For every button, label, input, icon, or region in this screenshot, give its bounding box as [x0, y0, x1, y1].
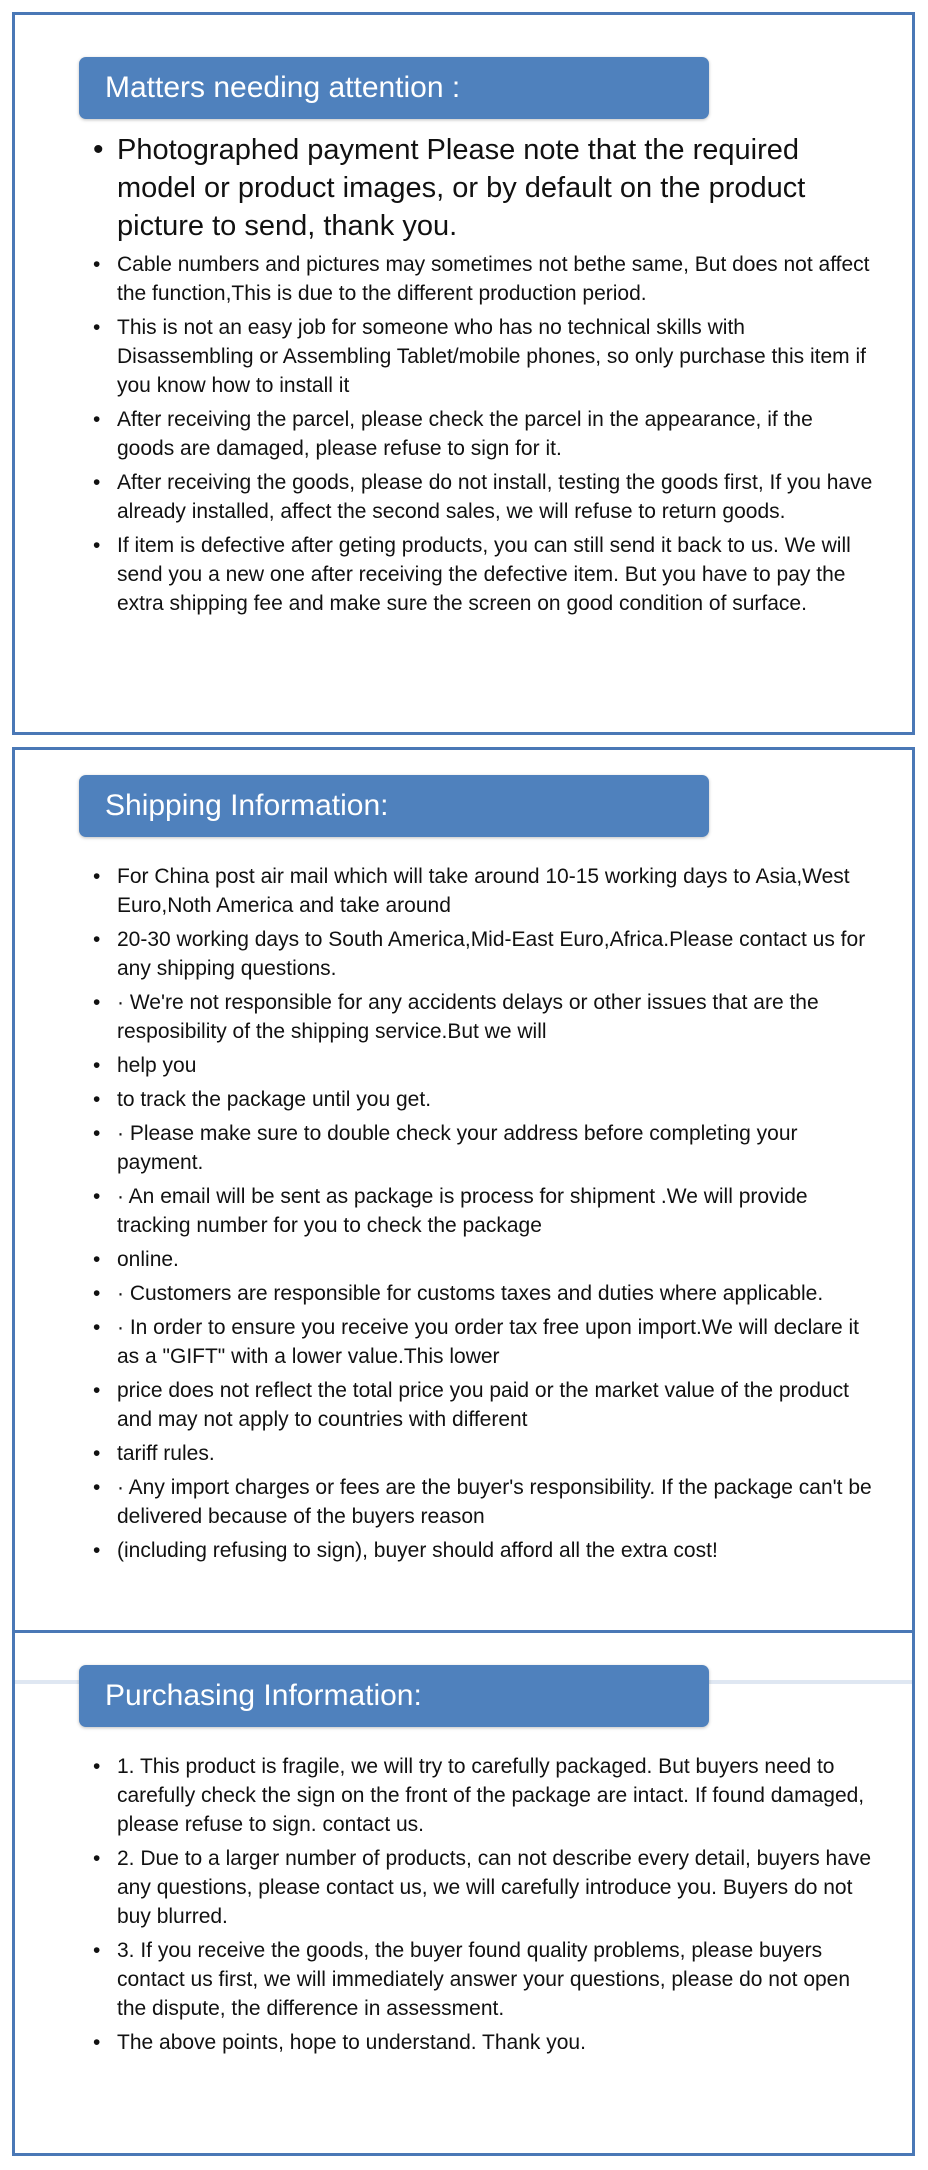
list-item	[93, 250, 873, 308]
bullet-icon: •	[93, 991, 101, 1014]
list-item-text: 20-30 working days to South America,Mid-East Euro,Africa.Please contact us for any shipping questions.	[117, 928, 866, 980]
list-item-text: After receiving the parcel, please check the parcel in the appearance, if the goods are damaged, please refuse to sign for it.	[117, 408, 813, 460]
bullet-icon: •	[93, 1939, 101, 1962]
bullet-icon: •	[93, 1122, 101, 1145]
list-item-text: This is not an easy job for someone who has no technical skills with Disassembling or Assembling Tablet/mobile phones, so only purchase this item if you know how to install it	[117, 316, 866, 397]
bullet-icon: •	[93, 133, 104, 166]
list-item	[93, 1936, 873, 2023]
list-item-text: · An email will be sent as package is process for shipment .We will provide tracking number for you to check the package	[117, 1185, 808, 1237]
list-item-text: tariff rules.	[117, 1442, 215, 1465]
attention-list	[93, 250, 873, 623]
purchasing-list	[93, 1752, 873, 2062]
list-item	[93, 925, 873, 983]
list-item-text: · We're not responsible for any accidents delays or other issues that are the resposibility of the shipping service.But we will	[117, 991, 819, 1043]
shipping-list	[93, 862, 873, 1570]
list-item	[93, 313, 873, 400]
attention-panel	[12, 12, 915, 735]
list-item-text: The above points, hope to understand. Thank you.	[117, 2031, 586, 2054]
list-item-text: After receiving the goods, please do not install, testing the goods first, If you have already installed, affect the second sales, we will refuse to return goods.	[117, 471, 873, 523]
bullet-icon: •	[93, 865, 101, 888]
list-item	[93, 1279, 873, 1308]
bullet-icon: •	[93, 1539, 101, 1562]
bullet-icon: •	[93, 1282, 101, 1305]
attention-highlight-item	[93, 131, 873, 245]
purchasing-header: Purchasing Information:	[79, 1665, 709, 1727]
bullet-icon: •	[93, 1379, 101, 1402]
bullet-icon: •	[93, 1847, 101, 1870]
list-item-text: Cable numbers and pictures may sometimes not bethe same, But does not affect the function,This is due to the different production period.	[117, 253, 870, 305]
list-item-text: · In order to ensure you receive you order tax free upon import.We will declare it as a "GIFT" with a lower value.This lower	[117, 1316, 859, 1368]
list-item	[93, 1439, 873, 1468]
list-item-text: For China post air mail which will take around 10-15 working days to Asia,West Euro,Noth America and take around	[117, 865, 850, 917]
bullet-icon: •	[93, 1088, 101, 1111]
list-item-text: 2. Due to a larger number of products, can not describe every detail, buyers have any questions, please contact us, we will carefully introduce you. Buyers do not buy blurred.	[117, 1847, 872, 1928]
list-item-text: online.	[117, 1248, 179, 1271]
list-item	[93, 1245, 873, 1274]
list-item-text: · Any import charges or fees are the buyer's responsibility. If the package can't be delivered because of the buyers reason	[117, 1476, 872, 1528]
shipping-header: Shipping Information:	[79, 775, 709, 837]
list-item	[93, 1536, 873, 1565]
list-item	[93, 1182, 873, 1240]
bullet-icon: •	[93, 1476, 101, 1499]
list-item-text: 3. If you receive the goods, the buyer found quality problems, please buyers contact us first, we will immediately answer your questions, please do not open the dispute, the difference in assessment.	[117, 1939, 851, 2020]
bullet-icon: •	[93, 1248, 101, 1271]
list-item	[93, 862, 873, 920]
list-item	[93, 2028, 873, 2057]
list-item	[93, 1313, 873, 1371]
list-item-text: (including refusing to sign), buyer should afford all the extra cost!	[117, 1539, 718, 1562]
bullet-icon: •	[93, 316, 101, 339]
bullet-icon: •	[93, 471, 101, 494]
bullet-icon: •	[93, 928, 101, 951]
list-item	[93, 1844, 873, 1931]
list-item-text: price does not reflect the total price you paid or the market value of the product and may not apply to countries with different	[117, 1379, 849, 1431]
bullet-icon: •	[93, 1755, 101, 1778]
list-item-text: help you	[117, 1054, 197, 1077]
bullet-icon: •	[93, 1054, 101, 1077]
list-item	[93, 1119, 873, 1177]
bullet-icon: •	[93, 534, 101, 557]
list-item	[93, 1051, 873, 1080]
attention-header: Matters needing attention :	[79, 57, 709, 119]
bullet-icon: •	[93, 1442, 101, 1465]
bullet-icon: •	[93, 253, 101, 276]
list-item	[93, 1376, 873, 1434]
bullet-icon: •	[93, 408, 101, 431]
list-item-text: to track the package until you get.	[117, 1088, 432, 1111]
list-item	[93, 1752, 873, 1839]
info-panel	[12, 747, 915, 2156]
list-item	[93, 405, 873, 463]
list-item	[93, 988, 873, 1046]
section-divider	[15, 1630, 912, 1633]
attention-highlight-list	[93, 131, 873, 245]
bullet-icon: •	[93, 2031, 101, 2054]
list-item-text: · Please make sure to double check your address before completing your payment.	[117, 1122, 798, 1174]
attention-highlight-text: Photographed payment Please note that the required model or product images, or by default on the product picture to send, thank you.	[117, 134, 806, 242]
bullet-icon: •	[93, 1185, 101, 1208]
list-item	[93, 1473, 873, 1531]
bullet-icon: •	[93, 1316, 101, 1339]
list-item	[93, 1085, 873, 1114]
list-item-text: 1. This product is fragile, we will try to carefully packaged. But buyers need to carefully check the sign on the front of the package are intact. If found damaged, please refuse to sign. contact us.	[117, 1755, 865, 1836]
list-item	[93, 531, 873, 618]
list-item-text: · Customers are responsible for customs taxes and duties where applicable.	[117, 1282, 824, 1305]
list-item	[93, 468, 873, 526]
list-item-text: If item is defective after geting products, you can still send it back to us. We will send you a new one after receiving the defective item. But you have to pay the extra shipping fee and make sure the screen on good condition of surface.	[117, 534, 851, 615]
